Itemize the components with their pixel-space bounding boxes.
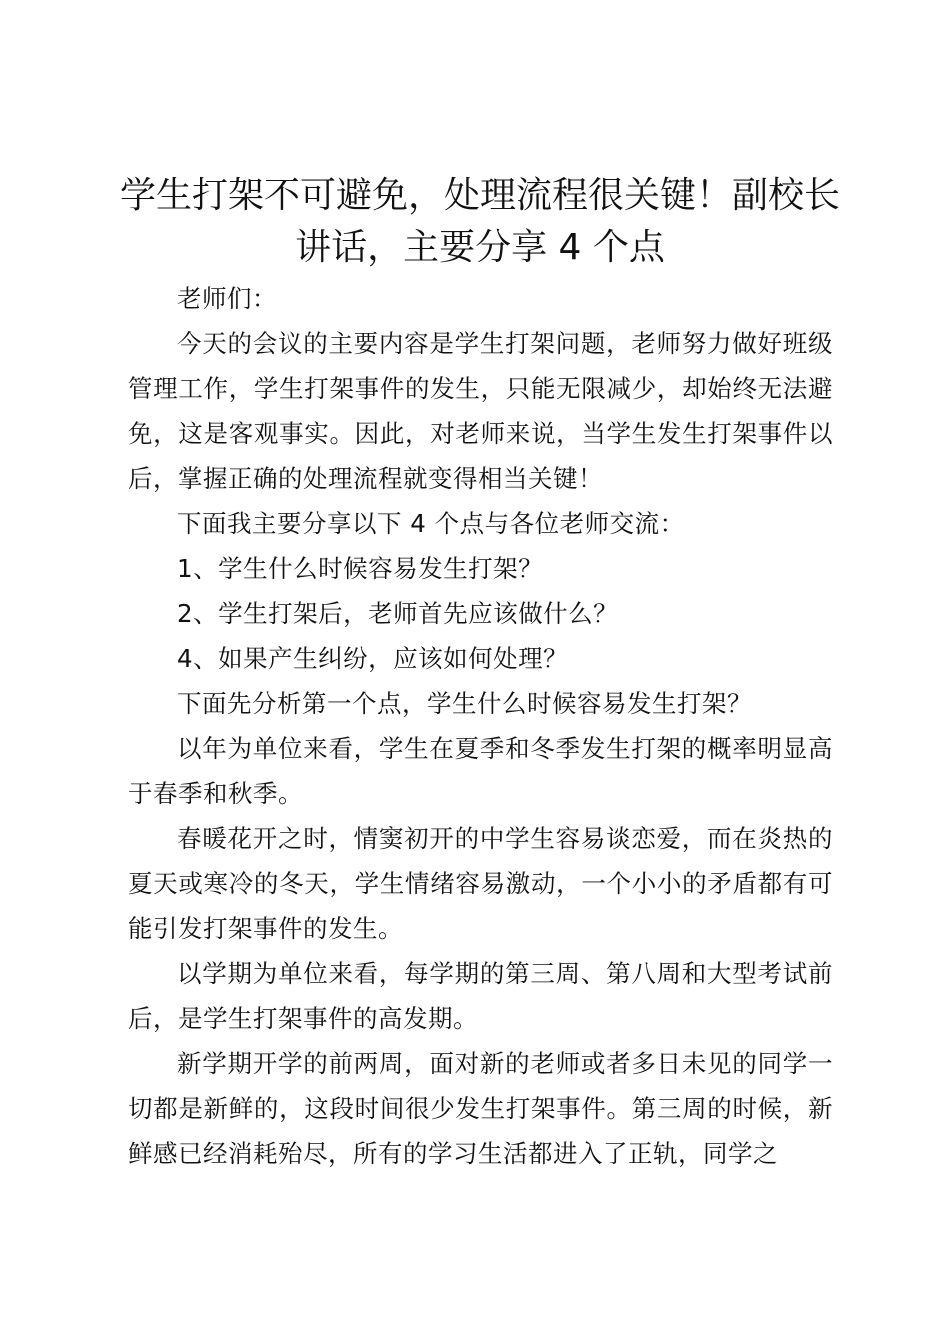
list-item-point-4: 4、如果产生纠纷，应该如何处理？ [177, 644, 569, 673]
paragraph-agenda: 下面我主要分享以下 4 个点与各位老师交流： [177, 509, 685, 538]
paragraph-salutation: 老师们： [177, 284, 277, 313]
paragraph-semester: 以学期为单位来看，每学期的第三周、第八周和大型考试前后，是学生打架事件的高发期。 [128, 959, 833, 1033]
paragraph-seasons: 春暖花开之时，情窦初开的中学生容易谈恋爱，而在炎热的夏天或寒冷的冬天，学生情绪容易激动，一个小小的矛盾都有可能引发打架事件的发生。 [128, 824, 833, 943]
paragraph-new-semester: 新学期开学的前两周，面对新的老师或者多日未见的同学一切都是新鲜的，这段时间很少发生打架事件。第三周的时候，新鲜感已经消耗殆尽，所有的学习生活都进入了正轨，同学之 [128, 1049, 833, 1168]
document-title: 学生打架不可避免，处理流程很关键！副校长讲话，主要分享 4 个点 [119, 175, 840, 268]
list-item-point-2: 2、学生打架后，老师首先应该做什么？ [177, 599, 619, 628]
paragraph-yearly: 以年为单位来看，学生在夏季和冬季发生打架的概率明显高于春季和秋季。 [128, 734, 833, 808]
document-body [128, 276, 833, 1176]
paragraph-intro: 今天的会议的主要内容是学生打架问题，老师努力做好班级管理工作，学生打架事件的发生，只能无限减少，却始终无法避免，这是客观事实。因此，对老师来说，当学生发生打架事件以后，掌握正确的处理流程就变得相当关键！ [128, 329, 833, 493]
list-item-point-1: 1、学生什么时候容易发生打架？ [177, 554, 544, 583]
paragraph-section-heading: 下面先分析第一个点，学生什么时候容易发生打架？ [177, 689, 752, 718]
